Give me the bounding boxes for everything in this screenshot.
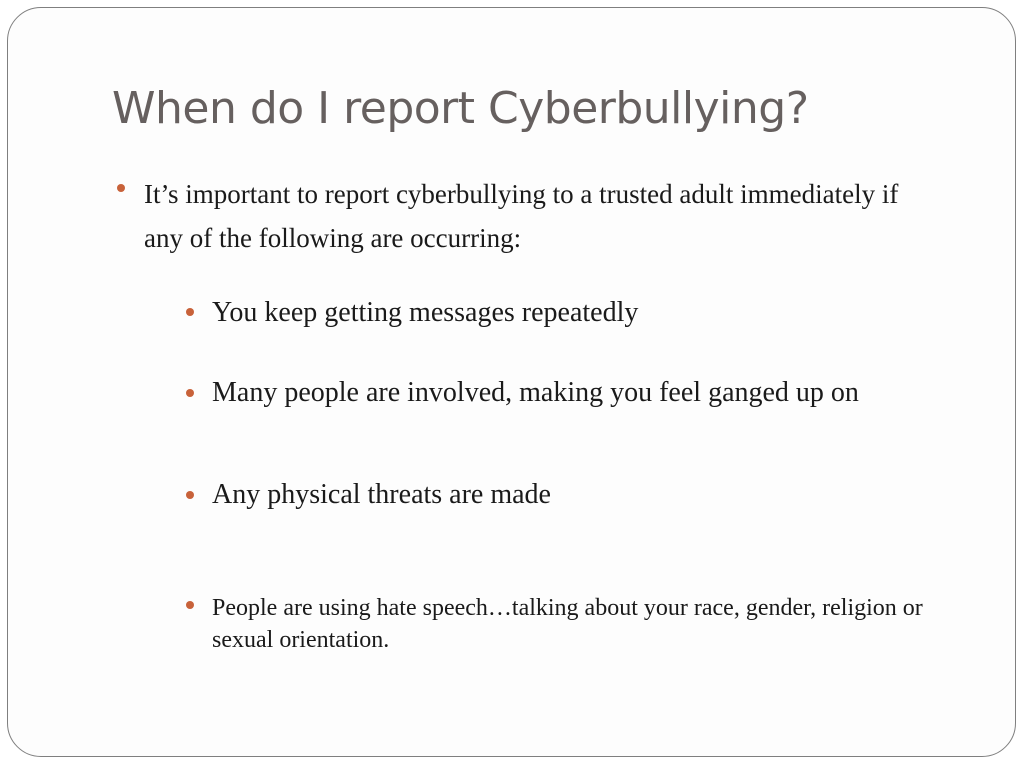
bullet-dot-icon <box>186 308 194 316</box>
bullet-dot-icon <box>117 184 125 192</box>
sub-bullet-text: You keep getting messages repeatedly <box>212 297 639 328</box>
sub-bullet-text: Many people are involved, making you feel ganged up on <box>212 377 859 408</box>
slide-title: When do I report Cyberbullying? <box>112 83 809 134</box>
bullet-dot-icon <box>186 491 194 499</box>
bullet-dot-icon <box>186 601 194 609</box>
bullet-dot-icon <box>186 389 194 397</box>
main-bullet-text: It’s important to report cyberbullying to a trusted adult immediately if any of the following are occurring: <box>144 179 899 253</box>
sub-bullet-text: Any physical threats are made <box>212 479 551 510</box>
sub-bullet-text: People are using hate speech…talking about your race, gender, religion or sexual orientation. <box>212 595 923 653</box>
